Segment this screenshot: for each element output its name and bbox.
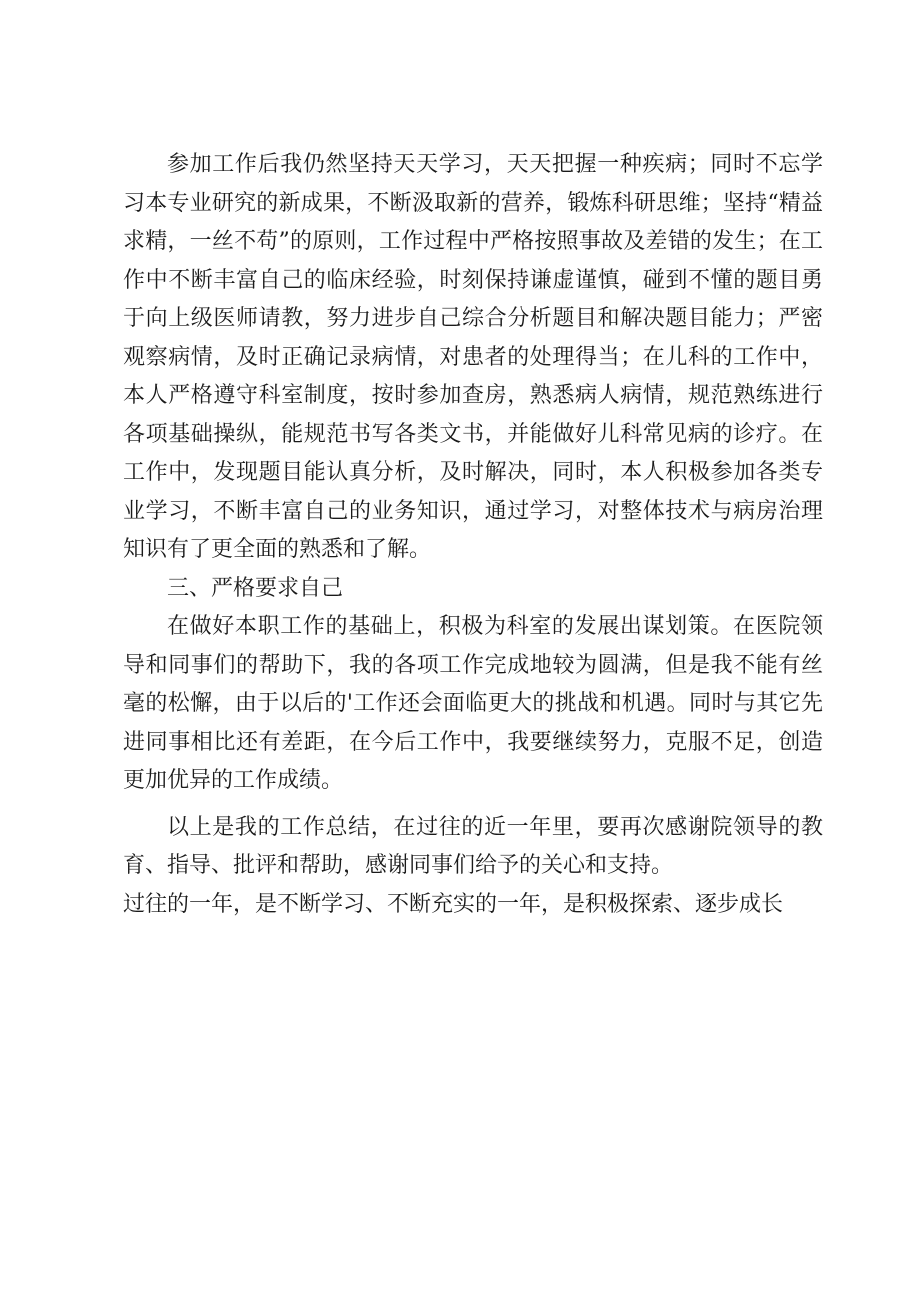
document-body bbox=[123, 146, 823, 924]
section-heading-strict-requirements: 三、严格要求自己 bbox=[167, 575, 344, 601]
paragraph-summary-thanks: 以上是我的工作总结，在过往的近一年里，要再次感谢院领导的教育、指导、批评和帮助，感谢同事们给予的关心和支持。 bbox=[123, 814, 823, 878]
paragraph-self-requirements: 在做好本职工作的基础上，积极为科室的发展出谋划策。在医院领导和同事们的帮助下，我的各项工作完成地较为圆满，但是我不能有丝毫的松懈，由于以后的'工作还会面临更大的挑战和机遇。同时与其它先进同事相比还有差距，在今后工作中，我要继续努力，克服不足，创造更加优异的工作成绩。 bbox=[123, 614, 823, 793]
paragraph-past-year: 过往的一年，是不断学习、不断充实的一年，是积极探索、逐步成长 bbox=[123, 891, 784, 917]
paragraph-work-learning: 参加工作后我仍然坚持天天学习，天天把握一种疾病；同时不忘学习本专业研究的新成果，不断汲取新的营养，锻炼科研思维；坚持“精益求精，一丝不苟”的原则，工作过程中严格按照事故及差错的发生；在工作中不断丰富自己的临床经验，时刻保持谦虚谨慎，碰到不懂的题目勇于向上级医师请教，努力进步自己综合分析题目和解决题目能力；严密观察病情，及时正确记录病情，对患者的处理得当；在儿科的工作中，本人严格遵守科室制度，按时参加查房，熟悉病人病情，规范熟练进行各项基础操纵，能规范书写各类文书，并能做好儿科常见病的诊疗。在工作中，发现题目能认真分析，及时解决，同时，本人积极参加各类专业学习，不断丰富自己的业务知识，通过学习，对整体技术与病房治理知识有了更全面的熟悉和了解。 bbox=[123, 152, 823, 562]
